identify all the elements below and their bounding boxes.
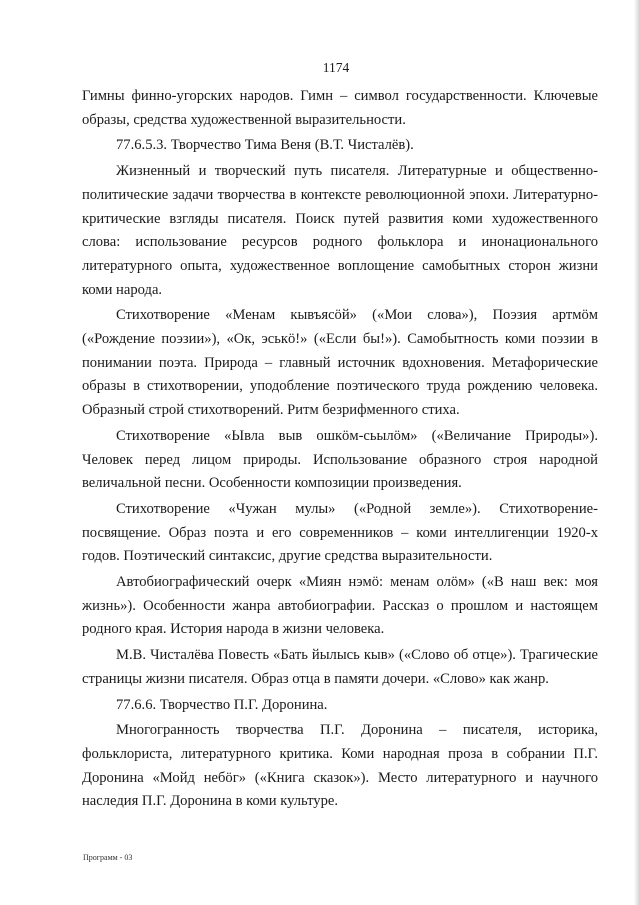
paragraph-hymns: Гимны финно-угорских народов. Гимн – символ государственности. Ключевые образы, средства художественной выразительности. <box>82 88 598 128</box>
scan-edge-shadow <box>634 0 640 905</box>
section-heading-tima-venya: 77.6.5.3. Творчество Тима Веня (В.Т. Чисталёв). <box>116 137 414 154</box>
page-number: 1174 <box>322 60 350 75</box>
paragraph-menam-kyvyasoy: Стихотворение «Менам кывъясöй» («Мои слова»), Поэзия артмöм («Рождение поэзии»), «Ок, эськö!» («Если бы!»). Самобытность коми поэзии в понимании поэта. Природа – главный источник вдохновения. Метафорические образы в стихотворении, уподобление поэтического труда рождению человека. Образный строй стихотворений. Ритм безрифменного стиха. <box>82 307 598 419</box>
section-heading-doronin: 77.6.6. Творчество П.Г. Доронина. <box>116 696 328 713</box>
document-body <box>82 85 598 816</box>
paragraph-chistaleva: М.В. Чисталёва Повесть «Бать йылысь кыв» («Слово об отце»). Трагические страницы жизни писателя. Образ отца в памяти дочери. «Слово» как жанр. <box>82 647 598 687</box>
paragraph-yvla-vyv: Стихотворение «Ывла выв ошкöм-сьылöм» («Величание Природы»). Человек перед лицом природы. Использование образного строя народной величальной песни. Особенности композиции произведения. <box>82 427 598 492</box>
page-footer: Программ - 03 <box>83 853 133 862</box>
paragraph-autobiography: Автобиографический очерк «Миян нэмö: менам олöм» («В наш век: моя жизнь»). Особенности жанра автобиографии. Рассказ о прошлом и настоящем родного края. История народа в жизни человека. <box>82 574 598 638</box>
paragraph-doronin: Многогранность творчества П.Г. Доронина – писателя, историка, фольклориста, литературного критика. Коми народная проза в собрании П.Г. Доронина «Мойд небöг» («Книга сказок»). Место литературного и научного наследия П.Г. Доронина в коми культуре. <box>82 722 598 810</box>
paragraph-life-path: Жизненный и творческий путь писателя. Литературные и общественно-политические задачи творчества в контексте революционной эпохи. Литературно-критические взгляды писателя. Поиск путей развития коми художественного слова: использование ресурсов родного фольклора и инонационального литературного опыта, художественное воплощение самобытных сторон жизни коми народа. <box>82 163 598 298</box>
paragraph-chuzhan-muly: Стихотворение «Чужан мулы» («Родной земле»). Стихотворение-посвящение. Образ поэта и его современников – коми интеллигенции 1920-х годов. Поэтический синтаксис, другие средства выразительности. <box>82 500 598 565</box>
